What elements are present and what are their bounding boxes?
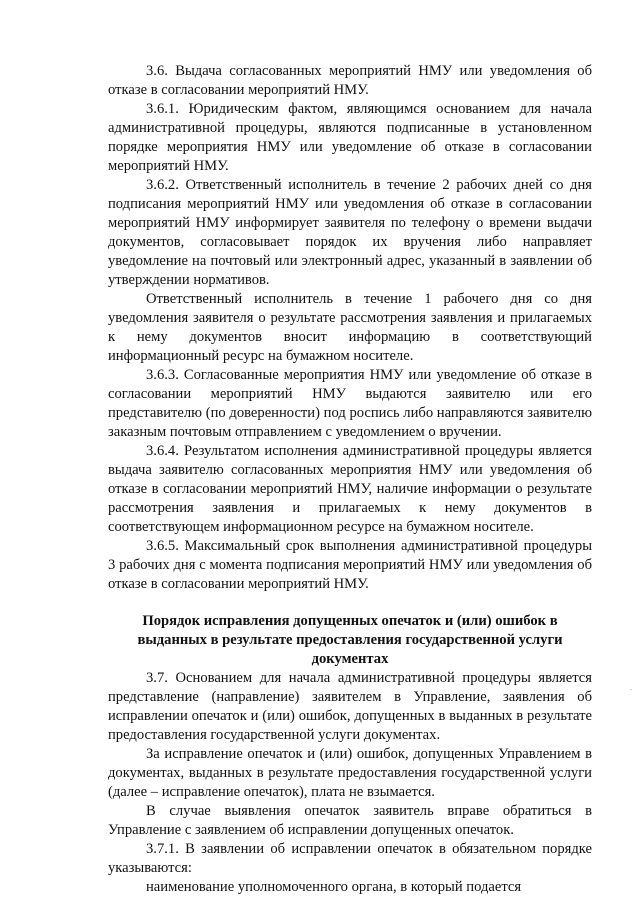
paragraph-3-7: 3.7. Основанием для начала административной процедуры является представление (направление) заявителем в Управление, заявления об исправлении опечаток и (или) ошибок, допущенных в выданных в результате предоставления государственной услуги документах. [108, 670, 592, 743]
paragraph-responsible-executor: Ответственный исполнитель в течение 1 рабочего дня со дня уведомления заявителя о результате рассмотрения заявления и прилагаемых к нему документов вносит информацию в соответствующий информационный ресурс на бумажном носителе. [108, 291, 592, 364]
paragraph-3-6-3: 3.6.3. Согласованные мероприятия НМУ или уведомление об отказе в согласовании мероприятий НМУ выдаются заявителю или его представителю (по доверенности) под роспись либо направляются заявителю заказным почтовым отправлением с уведомлением о вручении. [108, 367, 592, 440]
document-page [108, 62, 592, 897]
paragraph-fee: За исправление опечаток и (или) ошибок, допущенных Управлением в документах, выданных в результате предоставления государственной услуги (далее – исправление опечаток), плата не взымается. [108, 746, 592, 800]
paragraph-typo-detection: В случае выявления опечаток заявитель вправе обратиться в Управление с заявлением об исправлении допущенных опечаток. [108, 803, 592, 838]
margin-mark: . [630, 683, 632, 692]
section-heading: Порядок исправления допущенных опечаток и (или) ошибок в выданных в результате предоставления государственной услуги документах [137, 613, 563, 667]
paragraph-3-6-2: 3.6.2. Ответственный исполнитель в течение 2 рабочих дней со дня подписания мероприятий НМУ или уведомления об отказе в согласовании мероприятий НМУ информирует заявителя по телефону о времени выдачи документов, согласовывает порядок их вручения либо направляет уведомление на почтовый или электронный адрес, указанный в заявлении об утверждении нормативов. [108, 177, 592, 288]
paragraph-3-6-1: 3.6.1. Юридическим фактом, являющимся основанием для начала административной процедуры, являются подписанные в установленном порядке мероприятия НМУ или уведомление об отказе в согласовании мероприятий НМУ. [108, 101, 592, 174]
paragraph-authority-name: наименование уполномоченного органа, в который подается [146, 879, 522, 895]
paragraph-3-6-4: 3.6.4. Результатом исполнения административной процедуры является выдача заявителю согласованных мероприятия НМУ или уведомления об отказе в согласовании мероприятий НМУ, наличие информации о результате рассмотрения заявления и прилагаемых к нему документов в соответствующем информационном ресурсе на бумажном носителе. [108, 443, 592, 535]
paragraph-3-7-1: 3.7.1. В заявлении об исправлении опечаток в обязательном порядке указываются: [108, 841, 592, 876]
paragraph-3-6: 3.6. Выдача согласованных мероприятий НМУ или уведомления об отказе в согласовании мероприятий НМУ. [108, 63, 592, 98]
paragraph-3-6-5: 3.6.5. Максимальный срок выполнения административной процедуры 3 рабочих дня с момента подписания мероприятий НМУ или уведомления об отказе в согласовании мероприятий НМУ. [108, 538, 592, 592]
